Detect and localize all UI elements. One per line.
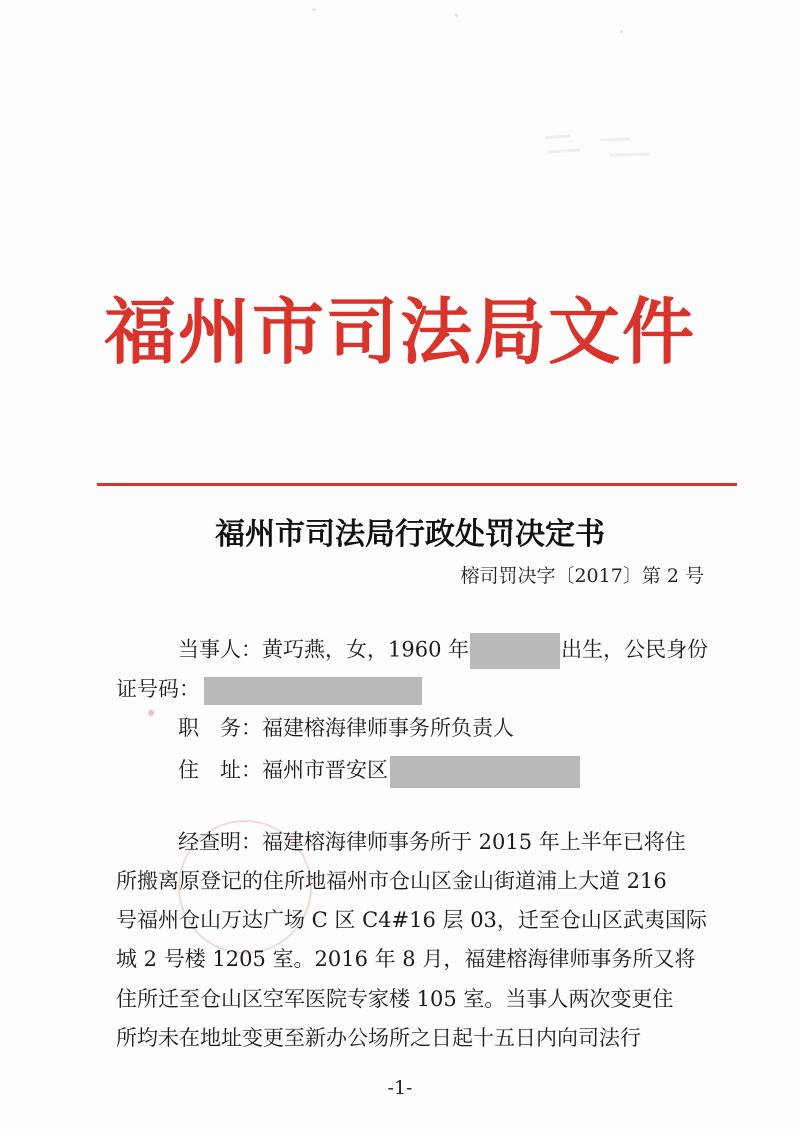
body-line: 所均未在地址变更至新办公场所之日起十五日内向司法行 — [116, 1026, 641, 1050]
party-line-1 — [178, 633, 708, 669]
address-line — [178, 755, 581, 788]
body-line: 城 2 号楼 1205 室。2016 年 8 月，福建榕海律师事务所又将 — [116, 947, 696, 971]
body-line: 号福州仓山万达广场 C 区 C4#16 层 03，迁至仓山区武夷国际 — [116, 908, 707, 932]
ink-mark — [148, 710, 154, 716]
document-banner: 福州市司法局文件 — [103, 289, 696, 374]
scan-speck — [455, 14, 458, 17]
party-line-2 — [116, 674, 423, 705]
red-divider — [97, 483, 737, 486]
page-number: -1- — [387, 1077, 413, 1099]
party-id-text: 出生，公民身份 — [561, 637, 709, 662]
redacted-id-number — [204, 677, 422, 705]
body-line: 住所迁至仓山区空军医院专家楼 105 室。当事人两次变更住 — [116, 987, 674, 1011]
position-line: 职 务：福建榕海律师事务所负责人 — [178, 716, 514, 740]
scan-speck — [312, 8, 316, 11]
document-number: 榕司罚决字〔2017〕第 2 号 — [460, 565, 704, 587]
id-number-label: 证号码： — [116, 677, 200, 701]
faint-watermark-icon — [540, 130, 670, 170]
party-name-text: 当事人：黄巧燕，女，1960 年 — [178, 637, 470, 662]
body-line: 经查明：福建榕海律师事务所于 2015 年上半年已将住 — [178, 830, 686, 854]
redacted-birthdate — [470, 633, 560, 669]
address-text: 住 址：福州市晋安区 — [178, 758, 388, 782]
redacted-address — [390, 756, 580, 788]
scan-speck — [620, 30, 623, 33]
body-line: 所搬离原登记的住所地福州市仓山区金山街道浦上大道 216 — [116, 869, 667, 893]
document-title: 福州市司法局行政处罚决定书 — [215, 517, 605, 552]
